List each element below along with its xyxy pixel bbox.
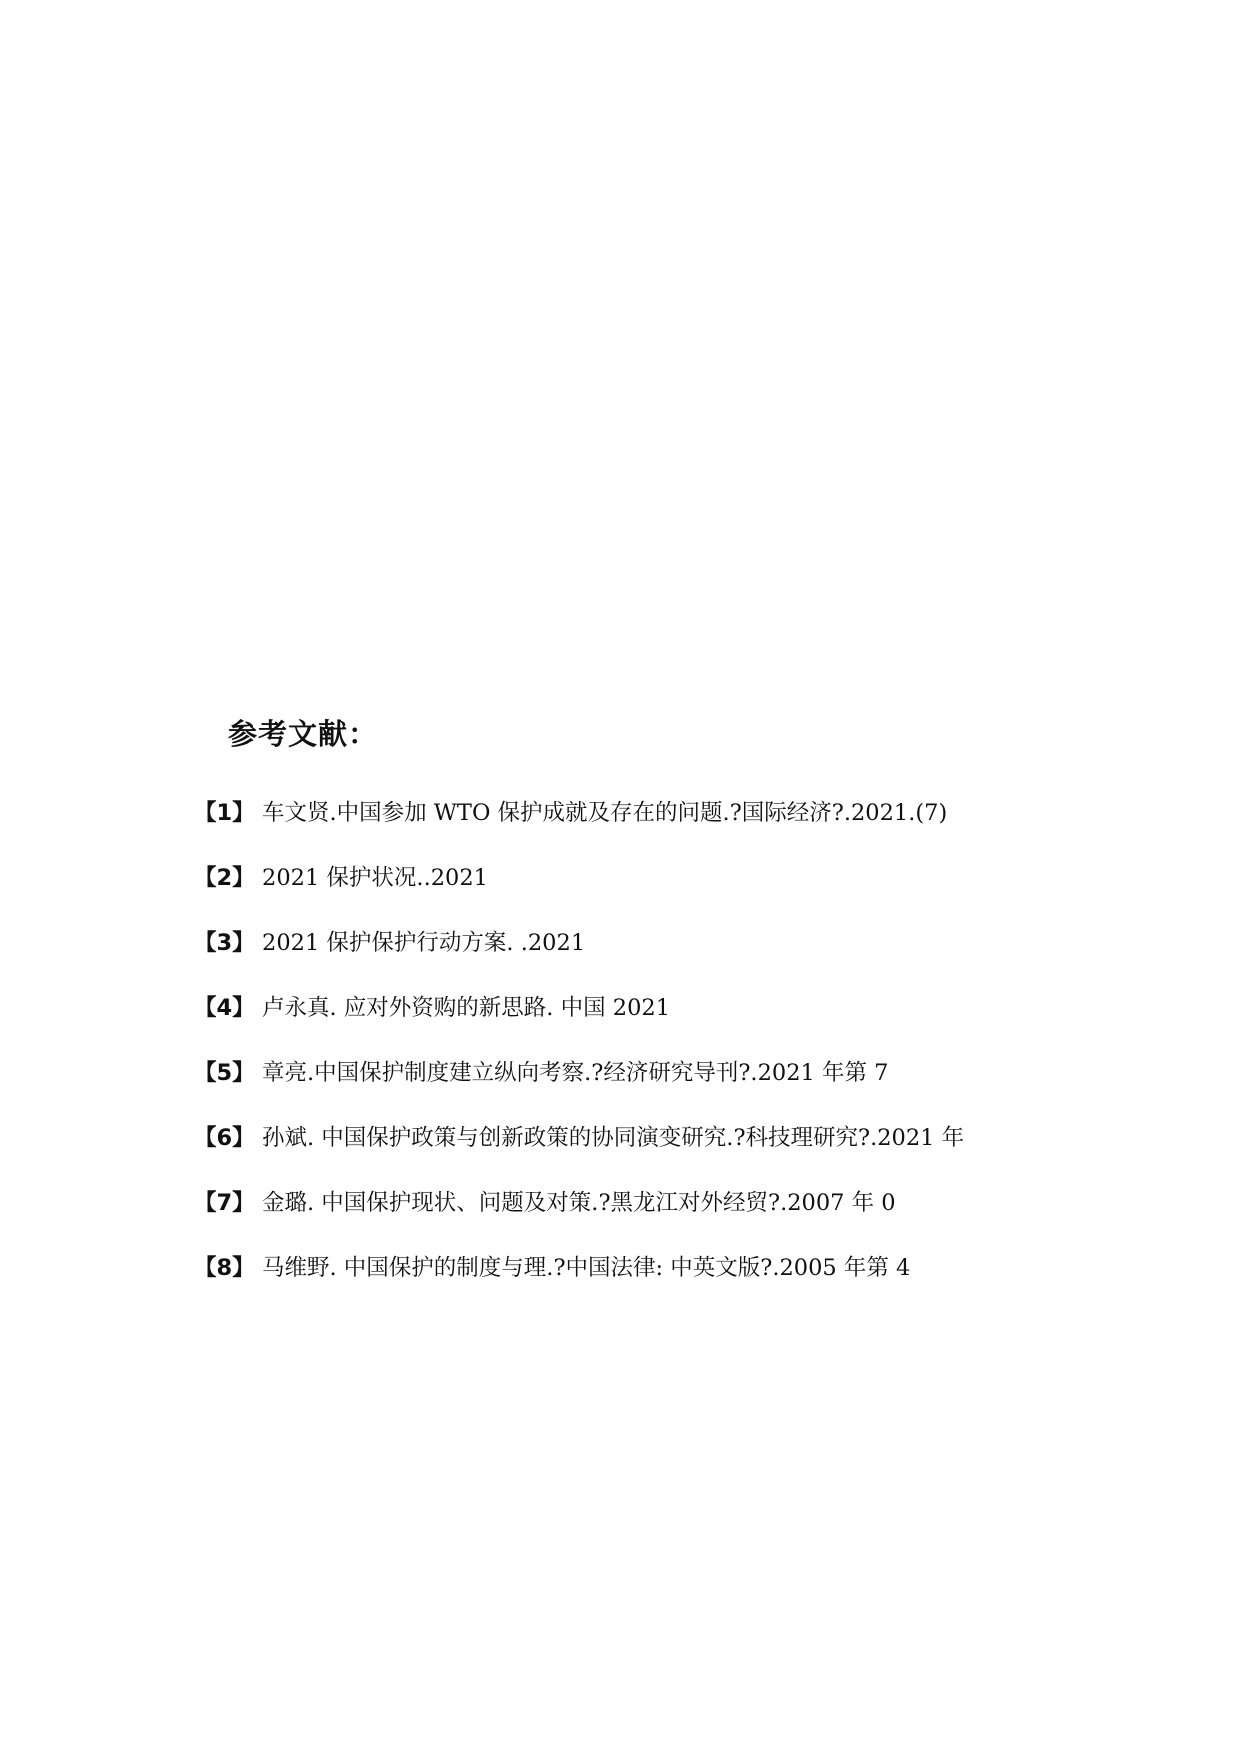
reference-number: 【1】 bbox=[194, 799, 255, 826]
reference-number: 【7】 bbox=[194, 1189, 255, 1216]
reference-text: 金璐. 中国保护现状、问题及对策.?黑龙江对外经贸?.2007 年 0 bbox=[262, 1189, 896, 1216]
reference-item bbox=[194, 1103, 1094, 1168]
reference-number: 【3】 bbox=[194, 929, 255, 956]
reference-item bbox=[194, 973, 1094, 1038]
reference-text: 车文贤.中国参加 WTO 保护成就及存在的问题.?国际经济?.2021.(7) bbox=[262, 799, 948, 826]
reference-text: 章亮.中国保护制度建立纵向考察.?经济研究导刊?.2021 年第 7 bbox=[262, 1059, 889, 1086]
reference-number: 【6】 bbox=[194, 1124, 255, 1151]
reference-list bbox=[194, 778, 1094, 1298]
reference-item bbox=[194, 843, 1094, 908]
reference-number: 【8】 bbox=[194, 1254, 255, 1281]
reference-number: 【5】 bbox=[194, 1059, 255, 1086]
reference-text: 马维野. 中国保护的制度与理.?中国法律: 中英文版?.2005 年第 4 bbox=[262, 1254, 911, 1281]
reference-item bbox=[194, 1233, 1094, 1298]
reference-text: 卢永真. 应对外资购的新思路. 中国 2021 bbox=[262, 994, 671, 1021]
reference-number: 【4】 bbox=[194, 994, 255, 1021]
reference-item bbox=[194, 1168, 1094, 1233]
reference-number: 【2】 bbox=[194, 864, 255, 891]
reference-text: 2021 保护状况..2021 bbox=[262, 864, 488, 891]
reference-item bbox=[194, 908, 1094, 973]
reference-item bbox=[194, 778, 1094, 843]
reference-item bbox=[194, 1038, 1094, 1103]
references-heading: 参考文献： bbox=[228, 717, 379, 751]
reference-text: 2021 保护保护行动方案. .2021 bbox=[262, 929, 586, 956]
reference-text: 孙斌. 中国保护政策与创新政策的协同演变研究.?科技理研究?.2021 年 bbox=[262, 1124, 965, 1151]
